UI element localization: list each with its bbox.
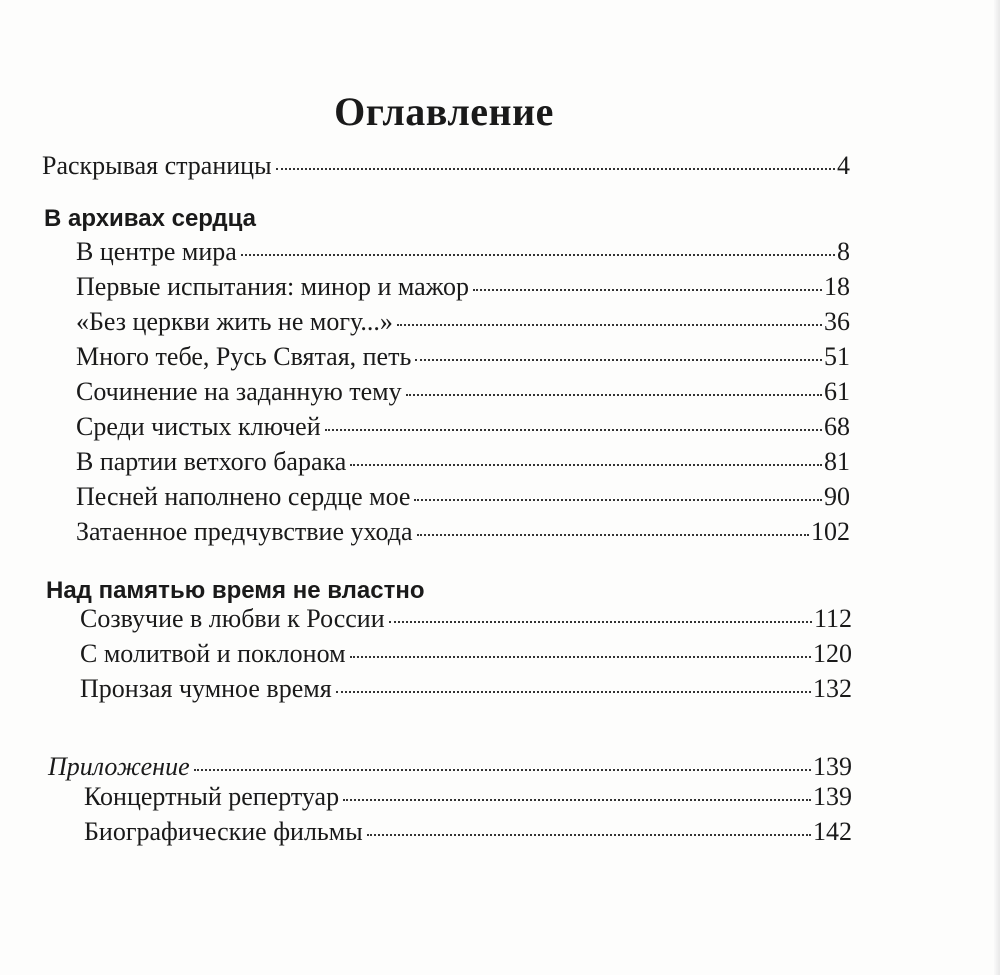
toc-page-number: 102 (811, 517, 850, 546)
toc-entry[interactable] (76, 376, 850, 408)
toc-entry-label: «Без церкви жить не могу...» (76, 307, 393, 336)
toc-entry[interactable] (76, 411, 850, 443)
toc-entry[interactable] (84, 816, 852, 848)
toc-entry[interactable] (80, 673, 852, 705)
dot-leader (415, 359, 822, 361)
toc-page-number: 18 (824, 272, 850, 301)
toc-entry-label: Концертный репертуар (84, 782, 340, 811)
toc-entry-label: Сочинение на заданную тему (76, 377, 402, 406)
toc-entry-label: В партии ветхого барака (76, 447, 347, 476)
dot-leader (336, 691, 811, 693)
dot-leader (350, 656, 811, 658)
toc-page-number: 68 (824, 412, 850, 441)
toc-page-number: 90 (824, 482, 850, 511)
toc-entry[interactable] (84, 781, 852, 813)
dot-leader (473, 289, 822, 291)
toc-entry[interactable] (76, 516, 850, 548)
toc-entry-label: Приложение (48, 752, 190, 781)
toc-entry-label: Затаенное предчувствие ухода (76, 517, 413, 546)
toc-entry-label: Биографические фильмы (84, 817, 363, 846)
toc-page-number: 61 (824, 377, 850, 406)
page-title: Оглавление (334, 89, 554, 134)
toc-entry-intro[interactable] (42, 150, 850, 182)
toc-entry[interactable] (80, 603, 852, 635)
toc-entry-label: Раскрывая страницы (42, 151, 272, 180)
section-heading: Над памятью время не властно (46, 577, 425, 604)
toc-entry-label: В центре мира (76, 237, 237, 266)
dot-leader (367, 834, 811, 836)
dot-leader (276, 168, 835, 170)
toc-page-number: 51 (824, 342, 850, 371)
toc-entry[interactable] (76, 236, 850, 268)
toc-page-number: 112 (813, 604, 852, 633)
toc-entry-label: С молитвой и поклоном (80, 639, 346, 668)
toc-page-number: 132 (813, 674, 852, 703)
dot-leader (241, 254, 835, 256)
toc-page-number: 139 (813, 782, 852, 811)
toc-page-number: 120 (813, 639, 852, 668)
toc-entry-appendix[interactable] (48, 751, 852, 783)
page-edge (994, 0, 1000, 975)
toc-entry[interactable] (76, 481, 850, 513)
dot-leader (350, 464, 822, 466)
toc-page-number: 142 (813, 817, 852, 846)
toc-entry-label: Песней наполнено сердце мое (76, 482, 411, 511)
toc-page-number: 81 (824, 447, 850, 476)
toc-entry-label: Пронзая чумное время (80, 674, 332, 703)
toc-entry-label: Первые испытания: минор и мажор (76, 272, 469, 301)
toc-entry[interactable] (76, 306, 850, 338)
dot-leader (406, 394, 822, 396)
dot-leader (389, 621, 812, 623)
dot-leader (343, 799, 811, 801)
toc-page-number: 8 (837, 237, 850, 266)
section-heading: В архивах сердца (44, 205, 256, 232)
toc-entry-label: Созвучие в любви к России (80, 604, 385, 633)
toc-entry[interactable] (80, 638, 852, 670)
dot-leader (417, 534, 809, 536)
toc-page-number: 4 (837, 151, 850, 180)
dot-leader (397, 324, 822, 326)
toc-page-number: 36 (824, 307, 850, 336)
toc-entry[interactable] (76, 271, 850, 303)
toc-entry-label: Много тебе, Русь Святая, петь (76, 342, 412, 371)
dot-leader (325, 429, 822, 431)
dot-leader (194, 769, 811, 771)
toc-entry[interactable] (76, 446, 850, 478)
dot-leader (414, 499, 822, 501)
toc-page-number: 139 (813, 752, 852, 781)
toc-entry-label: Среди чистых ключей (76, 412, 321, 441)
toc-entry[interactable] (76, 341, 850, 373)
